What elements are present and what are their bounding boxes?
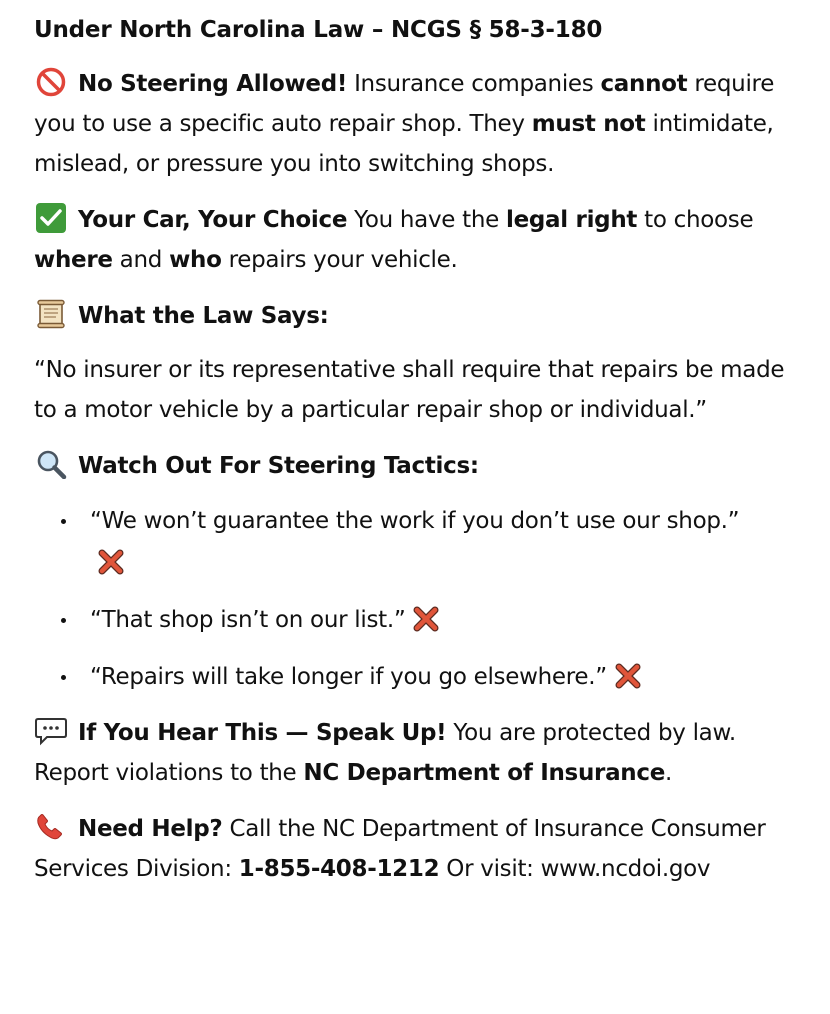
your-choice-text-3: and: [112, 247, 170, 273]
telephone-icon: [34, 812, 68, 842]
no-steering-paragraph: [34, 64, 794, 184]
page-title: Under North Carolina Law – NCGS § 58-3-180: [34, 17, 603, 43]
check-mark-icon: [34, 203, 68, 233]
tactic-text: “We won’t guarantee the work if you don’t use our shop.”: [90, 508, 740, 534]
law-says-heading: [34, 296, 794, 336]
scroll-icon: [34, 299, 68, 329]
your-choice-title: Your Car, Your Choice: [78, 207, 348, 233]
bullet-dot: [61, 618, 66, 623]
your-choice-bold-2: where: [34, 247, 113, 273]
your-choice-text-4: repairs your vehicle.: [221, 247, 458, 273]
no-steering-text-2: require you to use a specific auto repair shop. They: [34, 71, 775, 137]
need-help-text-1: Call the NC Department of Insurance Consumer Services Division:: [34, 816, 766, 882]
your-choice-bold-3: who: [169, 247, 222, 273]
speak-up-text-1: You are protected by law. Report violations to the: [34, 720, 736, 786]
need-help-paragraph: [34, 809, 794, 889]
need-help-title: Need Help?: [78, 816, 223, 842]
no-steering-bold-2: must not: [531, 111, 646, 137]
cross-mark-icon: [613, 662, 643, 690]
speak-up-bold-1: NC Department of Insurance: [303, 760, 665, 786]
watch-out-title: Watch Out For Steering Tactics:: [78, 453, 479, 479]
phone-number: 1-855-408-1212: [238, 856, 440, 882]
law-says-title: What the Law Says:: [78, 303, 329, 329]
tactic-text: “That shop isn’t on our list.”: [90, 607, 406, 633]
your-choice-paragraph: [34, 200, 794, 280]
speech-bubble-icon: [34, 716, 68, 746]
bullet-dot: [61, 519, 66, 524]
tactic-text: “Repairs will take longer if you go elsewhere.”: [90, 664, 607, 690]
prohibited-icon: [34, 67, 68, 97]
need-help-text-2: Or visit: www.ncdoi.gov: [439, 856, 711, 882]
your-choice-text-2: to choose: [637, 207, 754, 233]
cross-mark-icon: [411, 605, 441, 633]
speak-up-title: If You Hear This — Speak Up!: [78, 720, 447, 746]
speak-up-paragraph: [34, 713, 794, 793]
steering-tactics-list: [34, 500, 754, 698]
list-item: [34, 500, 754, 584]
law-quote: “No insurer or its representative shall require that repairs be made to a motor vehicle by a particular repair shop or individual.”: [34, 357, 785, 423]
no-steering-title: No Steering Allowed!: [78, 71, 348, 97]
magnifier-icon: [34, 449, 68, 479]
no-steering-bold-1: cannot: [600, 71, 688, 97]
list-item: [34, 599, 754, 641]
no-steering-text-3: intimidate, mislead, or pressure you into switching shops.: [34, 111, 774, 177]
cross-mark-icon: [96, 548, 126, 576]
speak-up-text-2: .: [665, 760, 673, 786]
your-choice-text-1: You have the: [347, 207, 506, 233]
no-steering-text-1: Insurance companies: [347, 71, 601, 97]
your-choice-bold-1: legal right: [506, 207, 638, 233]
watch-out-heading: [34, 446, 794, 486]
list-item: [34, 656, 754, 698]
bullet-dot: [61, 675, 66, 680]
